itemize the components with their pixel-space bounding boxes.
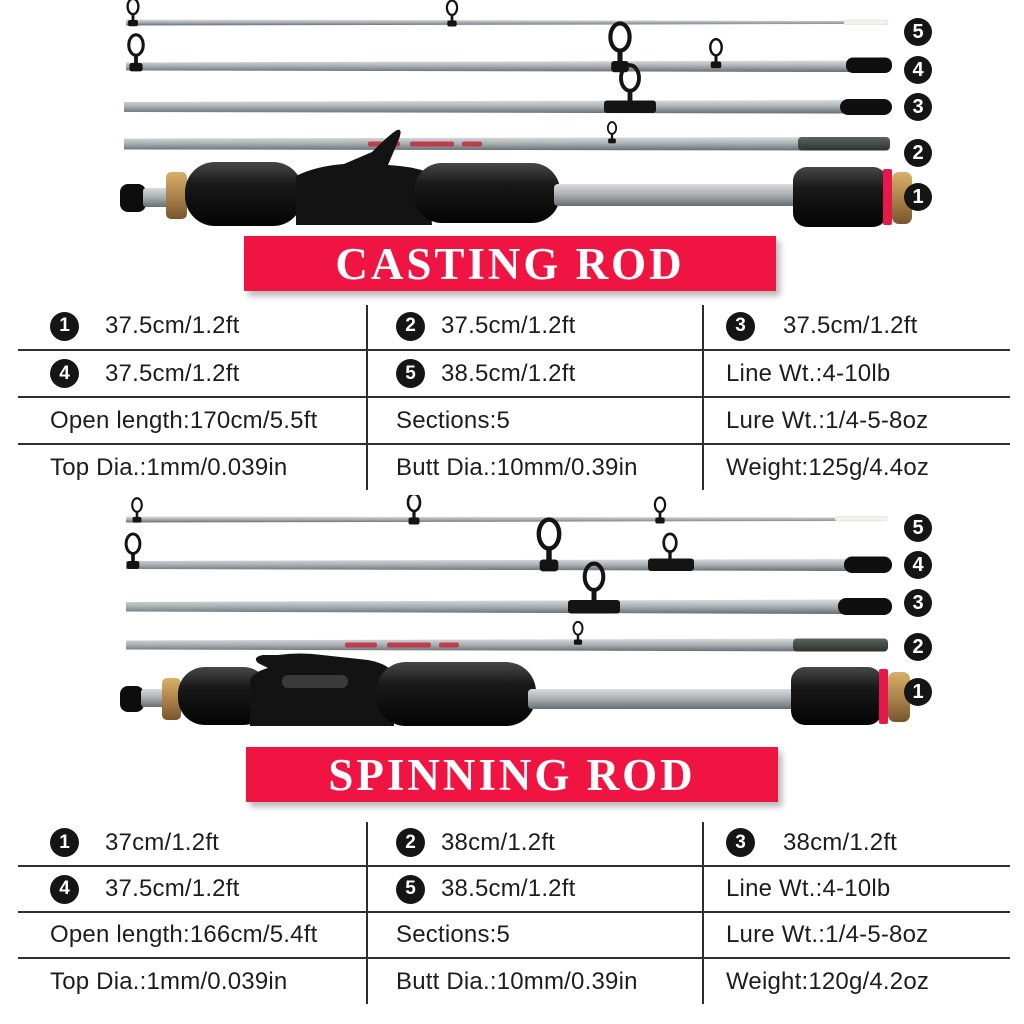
spec-cell bbox=[702, 820, 1024, 865]
spec-value: Weight:125g/4.4oz bbox=[726, 453, 930, 481]
spec-cell bbox=[0, 351, 366, 396]
table-divider bbox=[18, 911, 1010, 913]
casting-rod-banner: CASTING ROD bbox=[244, 236, 776, 291]
spec-cell bbox=[0, 445, 366, 490]
spinning-rod-photo bbox=[0, 495, 1024, 740]
spec-cell bbox=[0, 913, 366, 957]
piece-number-badge: 4 bbox=[904, 551, 932, 579]
spec-value: 37.5cm/1.2ft bbox=[105, 359, 240, 387]
spec-cell bbox=[0, 820, 366, 865]
piece-number-badge: 5 bbox=[904, 514, 932, 542]
rod-section-1-handle bbox=[120, 654, 910, 727]
spec-cell bbox=[366, 959, 702, 1004]
spec-cell bbox=[0, 959, 366, 1004]
rod-section-3 bbox=[126, 564, 892, 615]
cell-piece-badge: 2 bbox=[396, 828, 425, 857]
spec-value: 37cm/1.2ft bbox=[105, 828, 220, 856]
piece-number-badge: 3 bbox=[904, 93, 932, 121]
spec-value: Lure Wt.:1/4-5-8oz bbox=[726, 406, 929, 434]
piece-number-badge: 1 bbox=[904, 678, 932, 706]
casting-rod-photo bbox=[0, 0, 1024, 232]
spec-value: Top Dia.:1mm/0.039in bbox=[50, 967, 288, 995]
piece-number-badge: 2 bbox=[904, 139, 932, 167]
spec-value: 38cm/1.2ft bbox=[441, 828, 556, 856]
table-divider bbox=[18, 865, 1010, 867]
spec-cell bbox=[366, 867, 702, 911]
table-divider bbox=[18, 957, 1010, 959]
spec-cell bbox=[366, 351, 702, 396]
rod-section-3 bbox=[124, 65, 892, 115]
spec-value: Line Wt.:4-10lb bbox=[726, 359, 891, 387]
spec-value: 37.5cm/1.2ft bbox=[441, 312, 576, 339]
spec-cell bbox=[366, 303, 702, 349]
reel-seat-inset bbox=[282, 675, 348, 688]
spec-cell bbox=[0, 303, 366, 349]
cell-piece-badge: 5 bbox=[396, 359, 425, 388]
spec-cell bbox=[366, 445, 702, 490]
spec-cell bbox=[702, 913, 1024, 957]
spec-cell bbox=[702, 445, 1024, 490]
rod-section-2 bbox=[124, 122, 890, 150]
spec-value: Weight:120g/4.2oz bbox=[726, 967, 930, 995]
rod-section-4 bbox=[126, 520, 892, 573]
spec-value: Top Dia.:1mm/0.039in bbox=[50, 453, 288, 481]
spec-value: Open length:170cm/5.5ft bbox=[50, 406, 318, 434]
table-divider bbox=[18, 396, 1010, 398]
table-divider bbox=[18, 349, 1010, 351]
spec-value: 37.5cm/1.2ft bbox=[105, 312, 240, 339]
butt-red-ring bbox=[879, 669, 888, 724]
spec-value: Sections:5 bbox=[396, 406, 511, 434]
cell-piece-badge: 2 bbox=[396, 312, 425, 341]
spec-value: 37.5cm/1.2ft bbox=[783, 312, 918, 339]
blank-brand-print bbox=[345, 643, 459, 648]
rod-section-5-tip bbox=[126, 0, 888, 26]
spinning-rod-banner: SPINNING ROD bbox=[246, 747, 778, 802]
spec-cell bbox=[366, 913, 702, 957]
cell-piece-badge: 3 bbox=[726, 828, 755, 857]
spec-cell bbox=[366, 820, 702, 865]
piece-number-badge: 3 bbox=[904, 589, 932, 617]
cell-piece-badge: 5 bbox=[396, 875, 425, 904]
spec-cell bbox=[702, 303, 1024, 349]
piece-number-badge: 2 bbox=[904, 633, 932, 661]
spec-cell bbox=[702, 959, 1024, 1004]
spec-value: Line Wt.:4-10lb bbox=[726, 875, 891, 902]
cell-piece-badge: 1 bbox=[50, 312, 79, 341]
spec-value: 38.5cm/1.2ft bbox=[441, 359, 576, 387]
table-divider bbox=[18, 443, 1010, 445]
rod-section-5-tip bbox=[126, 495, 887, 525]
rod-section-4 bbox=[126, 23, 892, 73]
cell-piece-badge: 4 bbox=[50, 875, 79, 904]
spec-value: Butt Dia.:10mm/0.39in bbox=[396, 967, 638, 995]
rod-section-2 bbox=[126, 622, 888, 652]
spec-cell bbox=[702, 867, 1024, 911]
piece-number-badge: 5 bbox=[904, 18, 932, 46]
spec-cell bbox=[702, 351, 1024, 396]
table-divider bbox=[366, 822, 368, 1004]
piece-number-badge: 1 bbox=[904, 183, 932, 211]
table-divider bbox=[702, 305, 704, 490]
spec-value: 38cm/1.2ft bbox=[783, 828, 898, 856]
spec-cell bbox=[0, 867, 366, 911]
cell-piece-badge: 1 bbox=[50, 828, 79, 857]
spec-value: Open length:166cm/5.4ft bbox=[50, 921, 318, 948]
spec-cell bbox=[0, 398, 366, 443]
spec-cell bbox=[366, 398, 702, 443]
spec-value: Sections:5 bbox=[396, 921, 511, 948]
spec-value: 38.5cm/1.2ft bbox=[441, 875, 576, 902]
spinning-reel-seat bbox=[250, 654, 394, 727]
butt-red-ring bbox=[883, 169, 892, 225]
spec-value: Butt Dia.:10mm/0.39in bbox=[396, 453, 638, 481]
spec-cell bbox=[702, 398, 1024, 443]
spec-value: Lure Wt.:1/4-5-8oz bbox=[726, 921, 929, 948]
cell-piece-badge: 3 bbox=[726, 312, 755, 341]
cell-piece-badge: 4 bbox=[50, 359, 79, 388]
spec-value: 37.5cm/1.2ft bbox=[105, 875, 240, 902]
piece-number-badge: 4 bbox=[904, 56, 932, 84]
table-divider bbox=[366, 305, 368, 490]
table-divider bbox=[702, 822, 704, 1004]
